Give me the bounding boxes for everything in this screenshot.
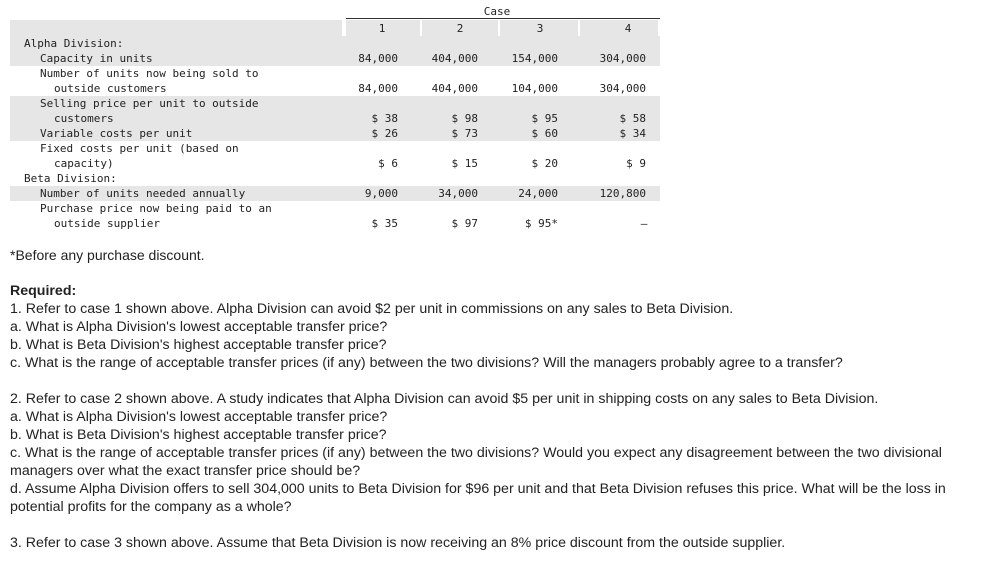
table-cell: $ 60 bbox=[531, 127, 558, 140]
row-label: Number of units now being sold to bbox=[40, 67, 259, 80]
table-cell: $ 38 bbox=[371, 112, 398, 125]
table-cell: $ 20 bbox=[531, 157, 558, 170]
column-header-case-2: 2 bbox=[456, 22, 464, 35]
question-line: a. What is Alpha Division's lowest acceptable transfer price? bbox=[10, 319, 388, 335]
table-cell: $ 58 bbox=[619, 112, 646, 125]
table-cell: 104,000 bbox=[511, 82, 558, 95]
table-cell: $ 26 bbox=[371, 127, 398, 140]
row-label: Number of units needed annually bbox=[40, 187, 246, 200]
table-cell: $ 6 bbox=[378, 157, 398, 170]
table-cell: $ 95 bbox=[531, 112, 558, 125]
column-header-case-4: 4 bbox=[624, 22, 632, 35]
row-label: Purchase price now being paid to an bbox=[40, 202, 272, 215]
table-cell: 84,000 bbox=[358, 52, 398, 65]
table-cell: 304,000 bbox=[599, 82, 646, 95]
footnote: *Before any purchase discount. bbox=[10, 247, 205, 263]
header-shade bbox=[10, 20, 342, 36]
table-cell: 304,000 bbox=[599, 52, 646, 65]
row-label: Beta Division: bbox=[24, 172, 117, 185]
question-line: 3. Refer to case 3 shown above. Assume that Beta Division is now receiving an 8% price discount from the outside supplier. bbox=[10, 535, 786, 551]
table-cell: $ 73 bbox=[451, 127, 478, 140]
required-section bbox=[10, 282, 980, 552]
spacer bbox=[10, 516, 980, 534]
table-cell: – bbox=[640, 217, 648, 230]
table-cell: $ 98 bbox=[451, 112, 478, 125]
question-line: c. What is the range of acceptable transfer prices (if any) between the two divisions? Would you expect any disagreement between the two divisional managers over what the exact transfer price should be? bbox=[10, 445, 942, 479]
table-cell: 34,000 bbox=[438, 187, 478, 200]
table-cell: 24,000 bbox=[518, 187, 558, 200]
row-label: outside customers bbox=[54, 82, 167, 95]
table-cell: 84,000 bbox=[358, 82, 398, 95]
table-cell: $ 95* bbox=[524, 217, 558, 230]
table-cell: $ 35 bbox=[371, 217, 398, 230]
row-label: customers bbox=[54, 112, 114, 125]
table-cell: $ 9 bbox=[626, 157, 646, 170]
question-line: d. Assume Alpha Division offers to sell 304,000 units to Beta Division for $96 per unit and that Beta Division refuses this price. What will be the loss in potential profits for the company as a whole? bbox=[10, 481, 946, 515]
table-cell: $ 34 bbox=[619, 127, 646, 140]
table-cell: 9,000 bbox=[364, 187, 398, 200]
table-cell: 154,000 bbox=[511, 52, 558, 65]
question-line: b. What is Beta Division's highest acceptable transfer price? bbox=[10, 337, 387, 353]
question-line: b. What is Beta Division's highest acceptable transfer price? bbox=[10, 427, 387, 443]
row-label: capacity) bbox=[54, 157, 114, 170]
row-label: Capacity in units bbox=[40, 52, 153, 65]
case-header-rule bbox=[346, 18, 660, 19]
table-cell: 120,800 bbox=[599, 187, 646, 200]
table-cell: $ 15 bbox=[451, 157, 478, 170]
row-label: outside supplier bbox=[54, 217, 160, 230]
question-line: 1. Refer to case 1 shown above. Alpha Division can avoid $2 per unit in commissions on any sales to Beta Division. bbox=[10, 301, 734, 317]
row-label: Selling price per unit to outside bbox=[40, 97, 259, 110]
row-label: Variable costs per unit bbox=[40, 127, 193, 140]
table-cell: 404,000 bbox=[431, 52, 478, 65]
question-line: a. What is Alpha Division's lowest acceptable transfer price? bbox=[10, 409, 388, 425]
column-header-case-3: 3 bbox=[536, 22, 544, 35]
case-data-table bbox=[10, 4, 660, 232]
question-line: c. What is the range of acceptable transfer prices (if any) between the two divisions? Will the managers probably agree to a transfer? bbox=[10, 355, 843, 371]
case-header: Case bbox=[483, 5, 511, 18]
row-label: Fixed costs per unit (based on bbox=[40, 142, 239, 155]
row-label: Alpha Division: bbox=[24, 37, 124, 50]
required-title: Required: bbox=[10, 283, 77, 299]
table-cell: $ 97 bbox=[451, 217, 478, 230]
column-header-case-1: 1 bbox=[378, 22, 386, 35]
spacer bbox=[10, 372, 980, 390]
question-line: 2. Refer to case 2 shown above. A study indicates that Alpha Division can avoid $5 per unit in shipping costs on any sales to Beta Division. bbox=[10, 391, 879, 407]
table-cell: 404,000 bbox=[431, 82, 478, 95]
